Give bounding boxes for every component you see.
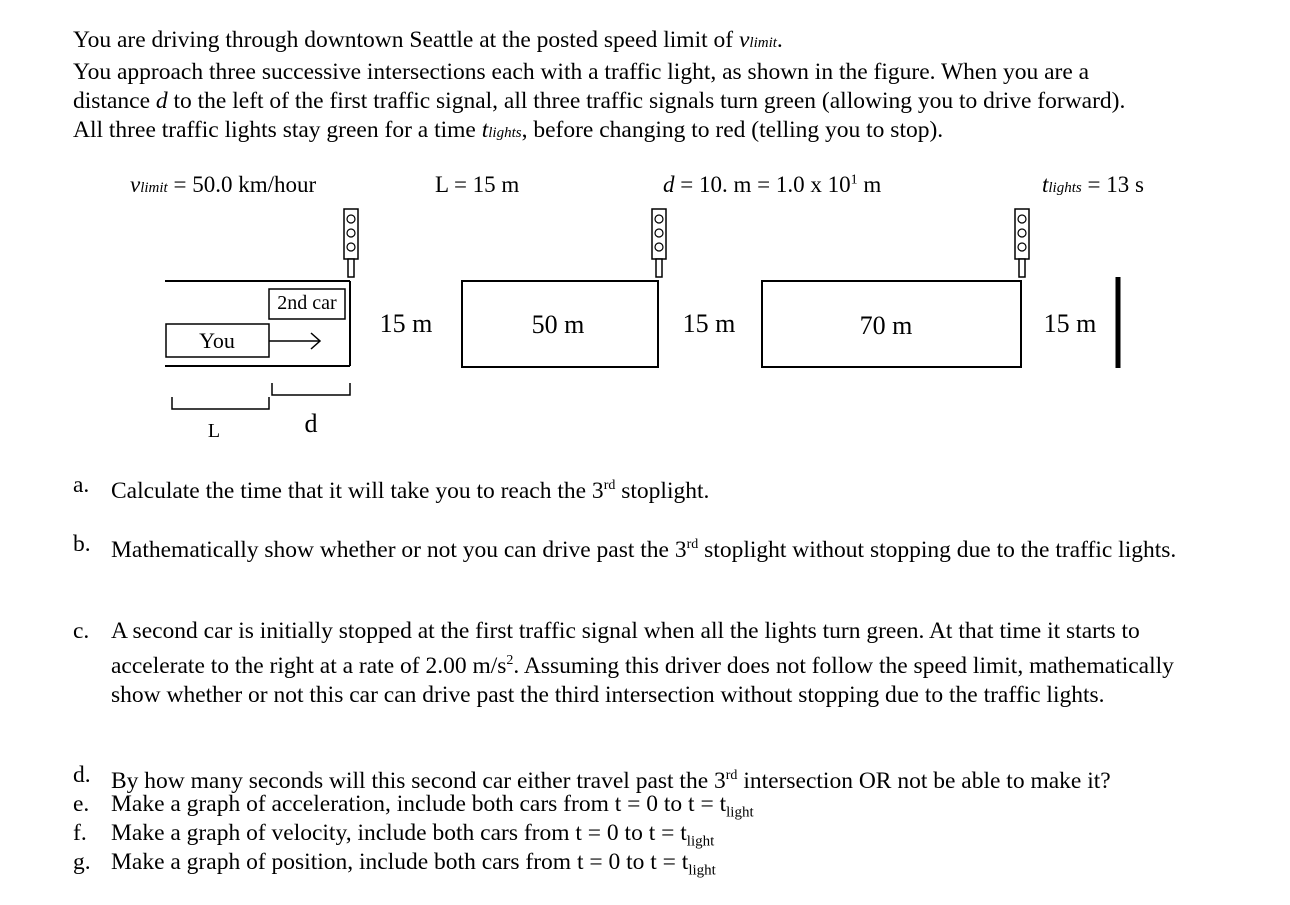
d-bracket — [272, 383, 350, 395]
traffic-light-1-icon — [344, 209, 358, 277]
L-bracket-label: L — [207, 420, 221, 442]
param-tlights: tlights = 13 s — [1042, 172, 1144, 197]
gap-2-label: 15 m — [682, 309, 736, 338]
gap-1-label: 15 m — [379, 309, 433, 338]
block-2-label: 70 m — [859, 311, 913, 340]
param-vlimit: vlimit = 50.0 km/hour — [130, 172, 317, 197]
second-car-label: 2nd car — [277, 292, 337, 314]
gap-3-label: 15 m — [1043, 309, 1097, 338]
block-1-label: 50 m — [531, 310, 585, 339]
d-bracket-label: d — [304, 409, 318, 438]
intro-line-4: All three traffic lights stay green for a time tlights, before changing to red (telling you to stop). — [73, 117, 944, 143]
param-d: d = 10. m = 1.0 x $10^1$ m — [663, 172, 882, 197]
intro-line-3: distance d to the left of the first traffic signal, all three traffic signals turn green (allowing you to drive forward). — [73, 88, 1126, 114]
intro-line-1: You are driving through downtown Seattle at the posted speed limit of vlimit. — [73, 27, 783, 53]
intro-line-2: You approach three successive intersections each with a traffic light, as shown in the figure. When you are a — [73, 59, 1090, 85]
L-bracket — [172, 397, 269, 409]
direction-arrow-icon — [269, 333, 320, 349]
param-L: L = 15 m — [435, 172, 520, 197]
traffic-light-3-icon — [1015, 209, 1029, 277]
your-car-label: You — [199, 328, 235, 353]
traffic-light-2-icon — [652, 209, 666, 277]
